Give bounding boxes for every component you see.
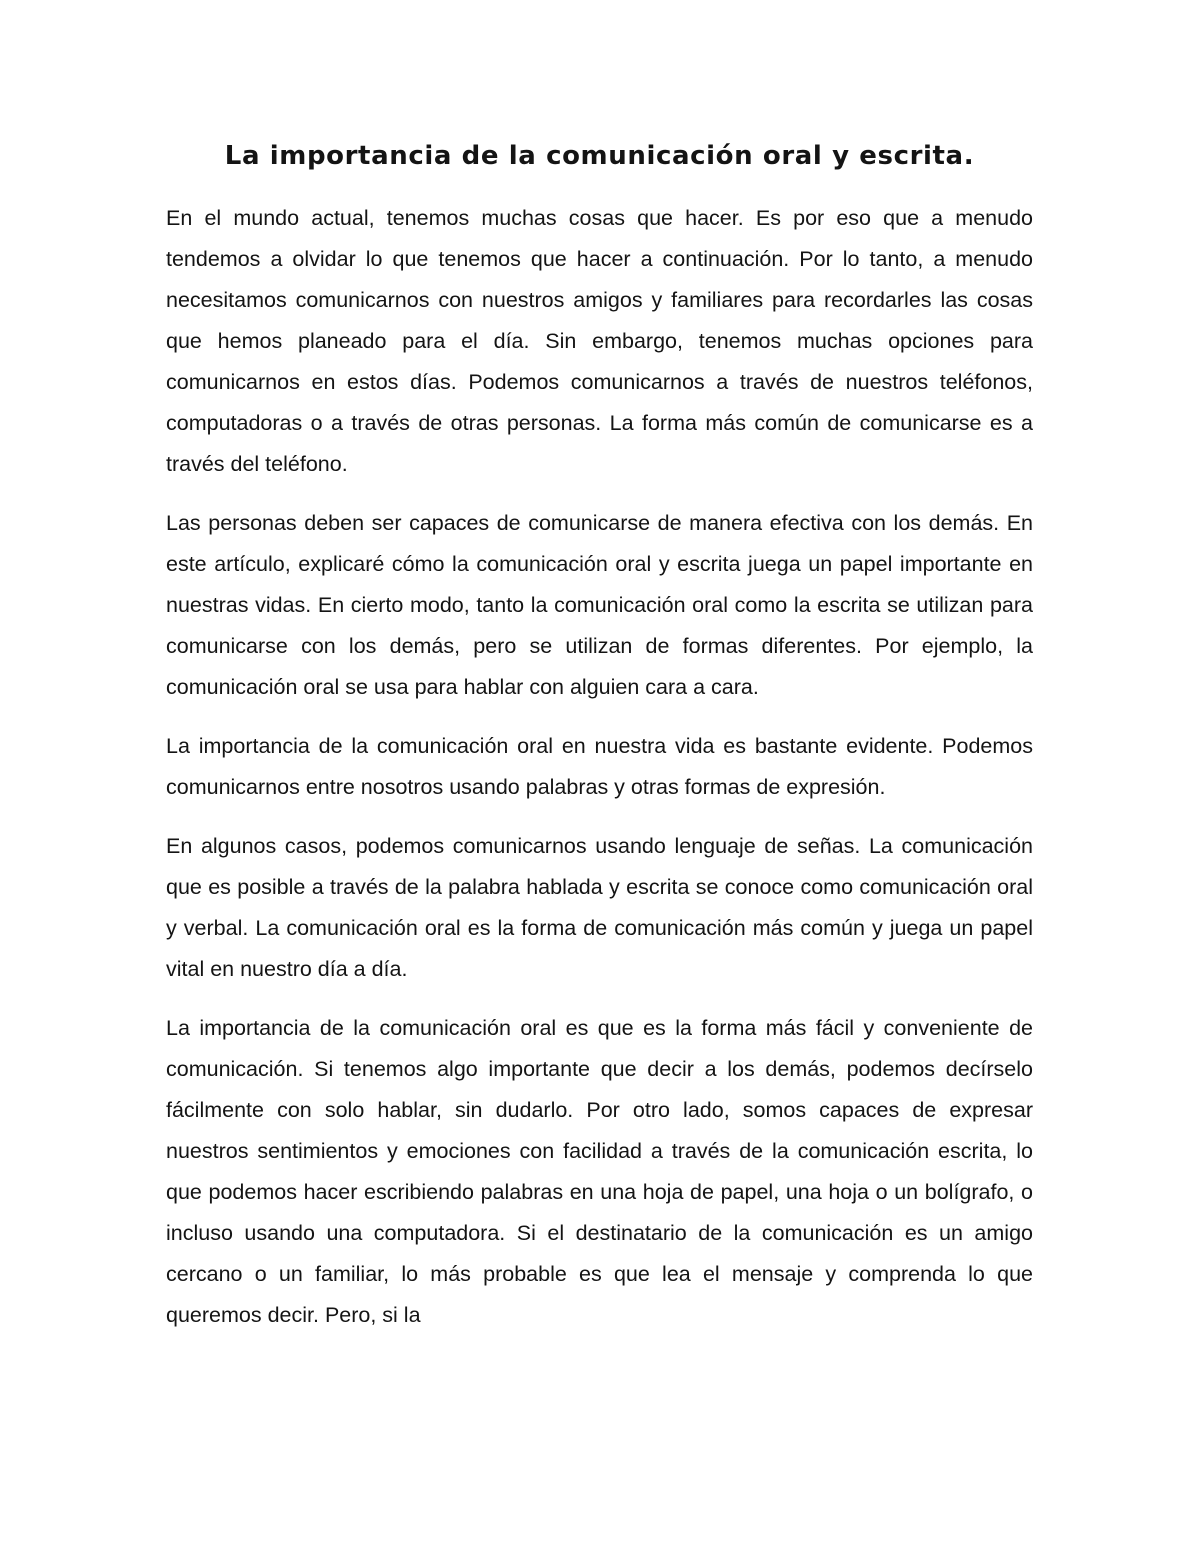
paragraph-2: Las personas deben ser capaces de comunicarse de manera efectiva con los demás. En este artículo, explicaré cómo la comunicación oral y escrita juega un papel importante en nuestras vidas. En cierto modo, tanto la comunicación oral como la escrita se utilizan para comunicarse con los demás, pero se utilizan de formas diferentes. Por ejemplo, la comunicación oral se usa para hablar con alguien cara a cara.: [166, 511, 1033, 699]
paragraph-5: La importancia de la comunicación oral es que es la forma más fácil y conveniente de comunicación. Si tenemos algo importante que decir a los demás, podemos decírselo fácilmente con solo hablar, sin dudarlo. Por otro lado, somos capaces de expresar nuestros sentimientos y emociones con facilidad a través de la comunicación escrita, lo que podemos hacer escribiendo palabras en una hoja de papel, una hoja o un bolígrafo, o incluso usando una computadora. Si el destinatario de la comunicación es un amigo cercano o un familiar, lo más probable es que lea el mensaje y comprenda lo que queremos decir. Pero, si la: [166, 1016, 1033, 1327]
paragraph-4: En algunos casos, podemos comunicarnos usando lenguaje de señas. La comunicación que es posible a través de la palabra hablada y escrita se conoce como comunicación oral y verbal. La comunicación oral es la forma de comunicación más común y juega un papel vital en nuestro día a día.: [166, 834, 1033, 981]
paragraph-1: En el mundo actual, tenemos muchas cosas que hacer. Es por eso que a menudo tendemos a olvidar lo que tenemos que hacer a continuación. Por lo tanto, a menudo necesitamos comunicarnos con nuestros amigos y familiares para recordarles las cosas que hemos planeado para el día. Sin embargo, tenemos muchas opciones para comunicarnos en estos días. Podemos comunicarnos a través de nuestros teléfonos, computadoras o a través de otras personas. La forma más común de comunicarse es a través del teléfono.: [166, 206, 1033, 476]
document-body: [166, 138, 1033, 1354]
paragraph-3: La importancia de la comunicación oral en nuestra vida es bastante evidente. Podemos comunicarnos entre nosotros usando palabras y otras formas de expresión.: [166, 734, 1033, 799]
document-title: La importancia de la comunicación oral y escrita.: [224, 141, 975, 171]
